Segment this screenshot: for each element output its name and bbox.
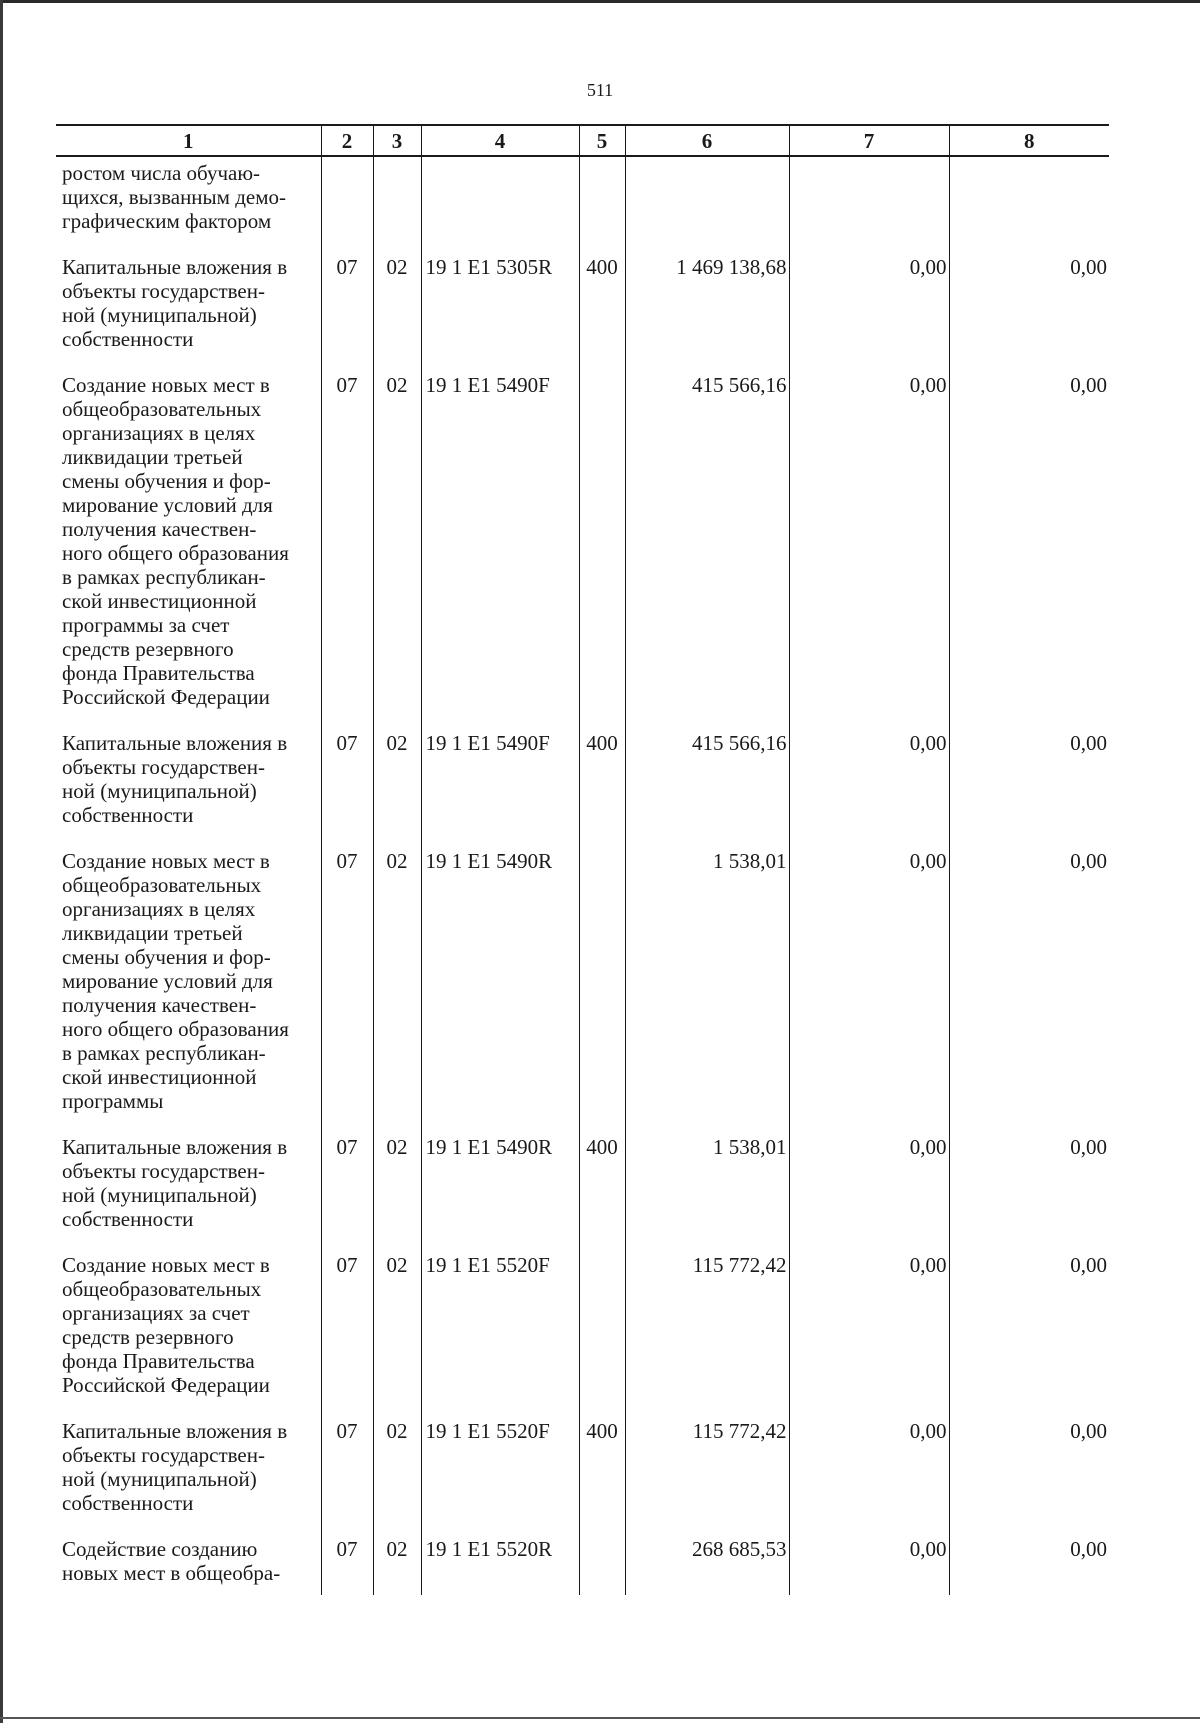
- target-article-code: [421, 156, 579, 255]
- amount-col-6: 1 538,01: [625, 849, 789, 1135]
- column-header-4: 4: [421, 125, 579, 156]
- table-header-row: [56, 125, 1109, 156]
- section-code: 07: [321, 731, 373, 849]
- subsection-code: [373, 156, 421, 255]
- target-article-code: 19 1 E1 5490F: [421, 373, 579, 731]
- target-article-code: 19 1 E1 5490R: [421, 1135, 579, 1253]
- table-row: [56, 373, 1109, 731]
- amount-col-6: 1 469 138,68: [625, 255, 789, 373]
- row-name: Капитальные вложения в объекты государствен- ной (муниципальной) собственности: [62, 255, 288, 351]
- section-code: 07: [321, 849, 373, 1135]
- subsection-code: 02: [373, 255, 421, 373]
- row-name: Создание новых мест в общеобразовательных организациях за счет средств резервного фонда Правительства Российской Федерации: [62, 1253, 270, 1397]
- amount-col-7: 0,00: [789, 731, 949, 849]
- subsection-code: 02: [373, 1135, 421, 1253]
- subsection-code: 02: [373, 731, 421, 849]
- target-article-code: 19 1 E1 5305R: [421, 255, 579, 373]
- table-row: [56, 731, 1109, 849]
- amount-col-7: 0,00: [789, 1135, 949, 1253]
- expense-type-code: 400: [579, 255, 625, 373]
- table-row: [56, 1135, 1109, 1253]
- section-code: 07: [321, 255, 373, 373]
- subsection-code: 02: [373, 1537, 421, 1595]
- amount-col-7: 0,00: [789, 1537, 949, 1595]
- column-header-1: 1: [56, 125, 321, 156]
- amount-col-8: 0,00: [949, 1419, 1109, 1537]
- budget-table: [56, 124, 1109, 1595]
- table-row: [56, 1419, 1109, 1537]
- amount-col-6: 415 566,16: [625, 373, 789, 731]
- row-name: Капитальные вложения в объекты государствен- ной (муниципальной) собственности: [62, 1419, 288, 1515]
- column-header-6: 6: [625, 125, 789, 156]
- row-name: ростом числа обучаю- щихся, вызванным демо- графическим фактором: [62, 161, 286, 233]
- amount-col-8: 0,00: [949, 255, 1109, 373]
- scan-edge-top: [0, 0, 1200, 3]
- amount-col-8: 0,00: [949, 373, 1109, 731]
- amount-col-6: 115 772,42: [625, 1253, 789, 1419]
- section-code: 07: [321, 373, 373, 731]
- table-row: [56, 255, 1109, 373]
- amount-col-8: 0,00: [949, 1253, 1109, 1419]
- row-name: Капитальные вложения в объекты государствен- ной (муниципальной) собственности: [62, 731, 288, 827]
- expense-type-code: [579, 156, 625, 255]
- expense-type-code: [579, 373, 625, 731]
- row-name: Капитальные вложения в объекты государствен- ной (муниципальной) собственности: [62, 1135, 288, 1231]
- amount-col-7: [789, 156, 949, 255]
- amount-col-6: 268 685,53: [625, 1537, 789, 1595]
- target-article-code: 19 1 E1 5520R: [421, 1537, 579, 1595]
- table-row: [56, 156, 1109, 255]
- amount-col-8: 0,00: [949, 1537, 1109, 1595]
- row-name: Создание новых мест в общеобразовательных организациях в целях ликвидации третьей смены обучения и фор- мирование условий для получения качествен- ного общего образования в рамках республикан- ской инвестиционной программы: [62, 849, 289, 1113]
- table-row: [56, 849, 1109, 1135]
- scan-edge-left: [0, 0, 3, 1723]
- amount-col-6: [625, 156, 789, 255]
- subsection-code: 02: [373, 849, 421, 1135]
- row-name: Создание новых мест в общеобразовательных организациях в целях ликвидации третьей смены обучения и фор- мирование условий для получения качествен- ного общего образования в рамках республикан- ской инвестиционной программы за счет средств резервного фонда Правительства Российской Федерации: [62, 373, 289, 709]
- section-code: [321, 156, 373, 255]
- column-header-3: 3: [373, 125, 421, 156]
- section-code: 07: [321, 1537, 373, 1595]
- row-name: Содействие созданию новых мест в общеобра-: [62, 1537, 281, 1585]
- target-article-code: 19 1 E1 5490R: [421, 849, 579, 1135]
- section-code: 07: [321, 1419, 373, 1537]
- column-header-8: 8: [949, 125, 1109, 156]
- target-article-code: 19 1 E1 5520F: [421, 1419, 579, 1537]
- amount-col-7: 0,00: [789, 1253, 949, 1419]
- subsection-code: 02: [373, 373, 421, 731]
- expense-type-code: 400: [579, 1135, 625, 1253]
- column-header-5: 5: [579, 125, 625, 156]
- table-row: [56, 1537, 1109, 1595]
- amount-col-8: 0,00: [949, 849, 1109, 1135]
- amount-col-8: [949, 156, 1109, 255]
- column-header-7: 7: [789, 125, 949, 156]
- amount-col-7: 0,00: [789, 1419, 949, 1537]
- expense-type-code: [579, 1537, 625, 1595]
- column-header-2: 2: [321, 125, 373, 156]
- amount-col-6: 115 772,42: [625, 1419, 789, 1537]
- amount-col-7: 0,00: [789, 849, 949, 1135]
- target-article-code: 19 1 E1 5490F: [421, 731, 579, 849]
- amount-col-8: 0,00: [949, 1135, 1109, 1253]
- subsection-code: 02: [373, 1419, 421, 1537]
- target-article-code: 19 1 E1 5520F: [421, 1253, 579, 1419]
- amount-col-7: 0,00: [789, 373, 949, 731]
- section-code: 07: [321, 1135, 373, 1253]
- amount-col-6: 415 566,16: [625, 731, 789, 849]
- expense-type-code: 400: [579, 731, 625, 849]
- scan-edge-bottom: [0, 1717, 1200, 1719]
- expense-type-code: [579, 1253, 625, 1419]
- amount-col-7: 0,00: [789, 255, 949, 373]
- amount-col-6: 1 538,01: [625, 1135, 789, 1253]
- expense-type-code: [579, 849, 625, 1135]
- table-row: [56, 1253, 1109, 1419]
- subsection-code: 02: [373, 1253, 421, 1419]
- amount-col-8: 0,00: [949, 731, 1109, 849]
- page-number: 511: [586, 80, 614, 100]
- expense-type-code: 400: [579, 1419, 625, 1537]
- section-code: 07: [321, 1253, 373, 1419]
